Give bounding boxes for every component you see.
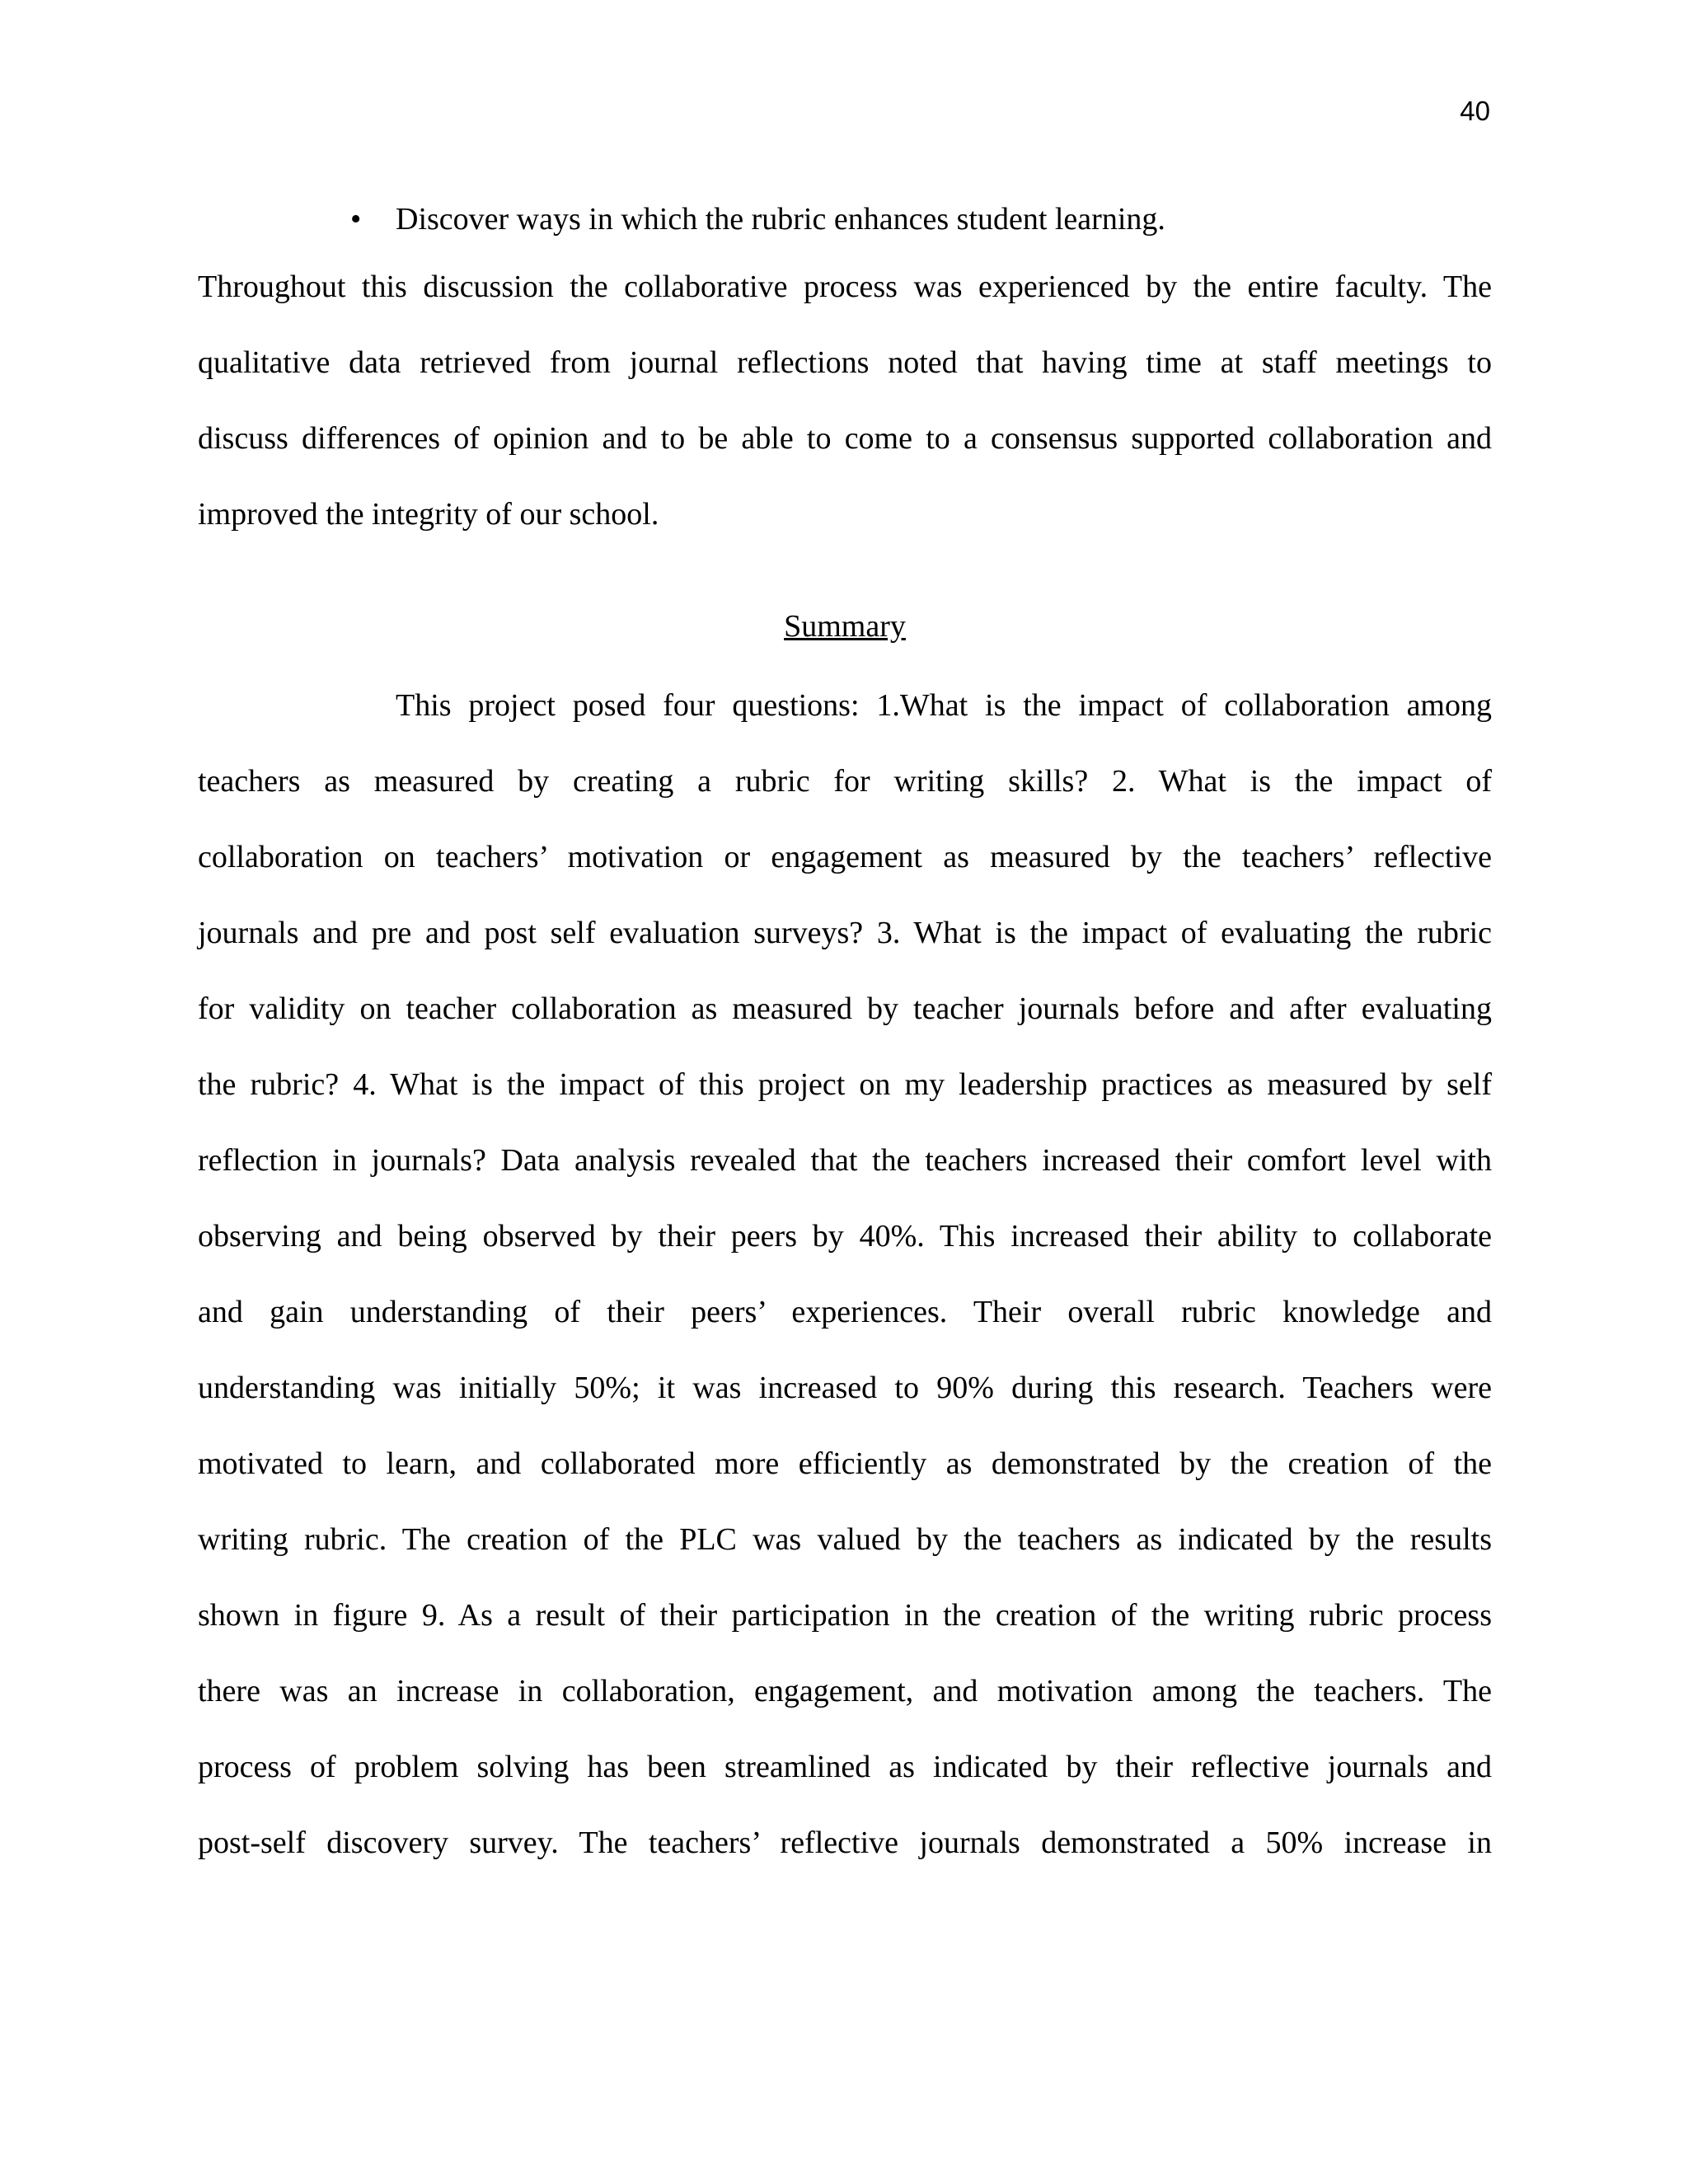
paragraph-line: Throughout this discussion the collaborative process was experienced by the entire faculty. The: [198, 269, 1492, 304]
paragraph-line: for validity on teacher collaboration as measured by teacher journals before and after evaluating: [198, 991, 1492, 1026]
paragraph-line: shown in figure 9. As a result of their participation in the creation of the writing rubric process: [198, 1598, 1492, 1633]
paragraph-summary: [198, 668, 1492, 1881]
paragraph-line: understanding was initially 50%; it was increased to 90% during this research. Teachers were: [198, 1371, 1492, 1405]
paragraph-line: observing and being observed by their peers by 40%. This increased their ability to collaborate: [198, 1219, 1492, 1254]
paragraph-line: motivated to learn, and collaborated more efficiently as demonstrated by the creation of the: [198, 1446, 1492, 1481]
paragraph-line: the rubric? 4. What is the impact of this project on my leadership practices as measured by self: [198, 1067, 1492, 1102]
bullet-item: [198, 190, 1492, 249]
paragraph-line: qualitative data retrieved from journal reflections noted that having time at staff meetings to: [198, 345, 1492, 380]
paragraph-line: post-self discovery survey. The teachers’ reflective journals demonstrated a 50% increase in: [198, 1825, 1492, 1860]
paragraph-line: discuss differences of opinion and to be able to come to a consensus supported collaboration and: [198, 421, 1492, 456]
paragraph-line: writing rubric. The creation of the PLC was valued by the teachers as indicated by the results: [198, 1522, 1492, 1557]
page-number: 40: [1460, 96, 1490, 126]
paragraph-line: process of problem solving has been streamlined as indicated by their reflective journals and: [198, 1750, 1492, 1784]
paragraph-line: and gain understanding of their peers’ experiences. Their overall rubric knowledge and: [198, 1295, 1492, 1329]
document-body: [198, 190, 1492, 1881]
paragraph-line: reflection in journals? Data analysis revealed that the teachers increased their comfort level with: [198, 1143, 1492, 1178]
paragraph-line: improved the integrity of our school.: [198, 497, 659, 532]
paragraph-line: there was an increase in collaboration, engagement, and motivation among the teachers. The: [198, 1674, 1492, 1708]
paragraph-line: journals and pre and post self evaluation surveys? 3. What is the impact of evaluating the rubric: [198, 916, 1492, 950]
section-heading-summary: Summary: [784, 609, 906, 644]
bullet-icon: •: [350, 202, 362, 237]
paragraph-collaborative-process: [198, 249, 1492, 552]
paragraph-line: teachers as measured by creating a rubric for writing skills? 2. What is the impact of: [198, 764, 1492, 799]
paragraph-line: collaboration on teachers’ motivation or engagement as measured by the teachers’ reflective: [198, 840, 1492, 874]
bullet-text: Discover ways in which the rubric enhances student learning.: [396, 202, 1165, 237]
paragraph-line: This project posed four questions: 1.What is the impact of collaboration among: [396, 688, 1492, 723]
